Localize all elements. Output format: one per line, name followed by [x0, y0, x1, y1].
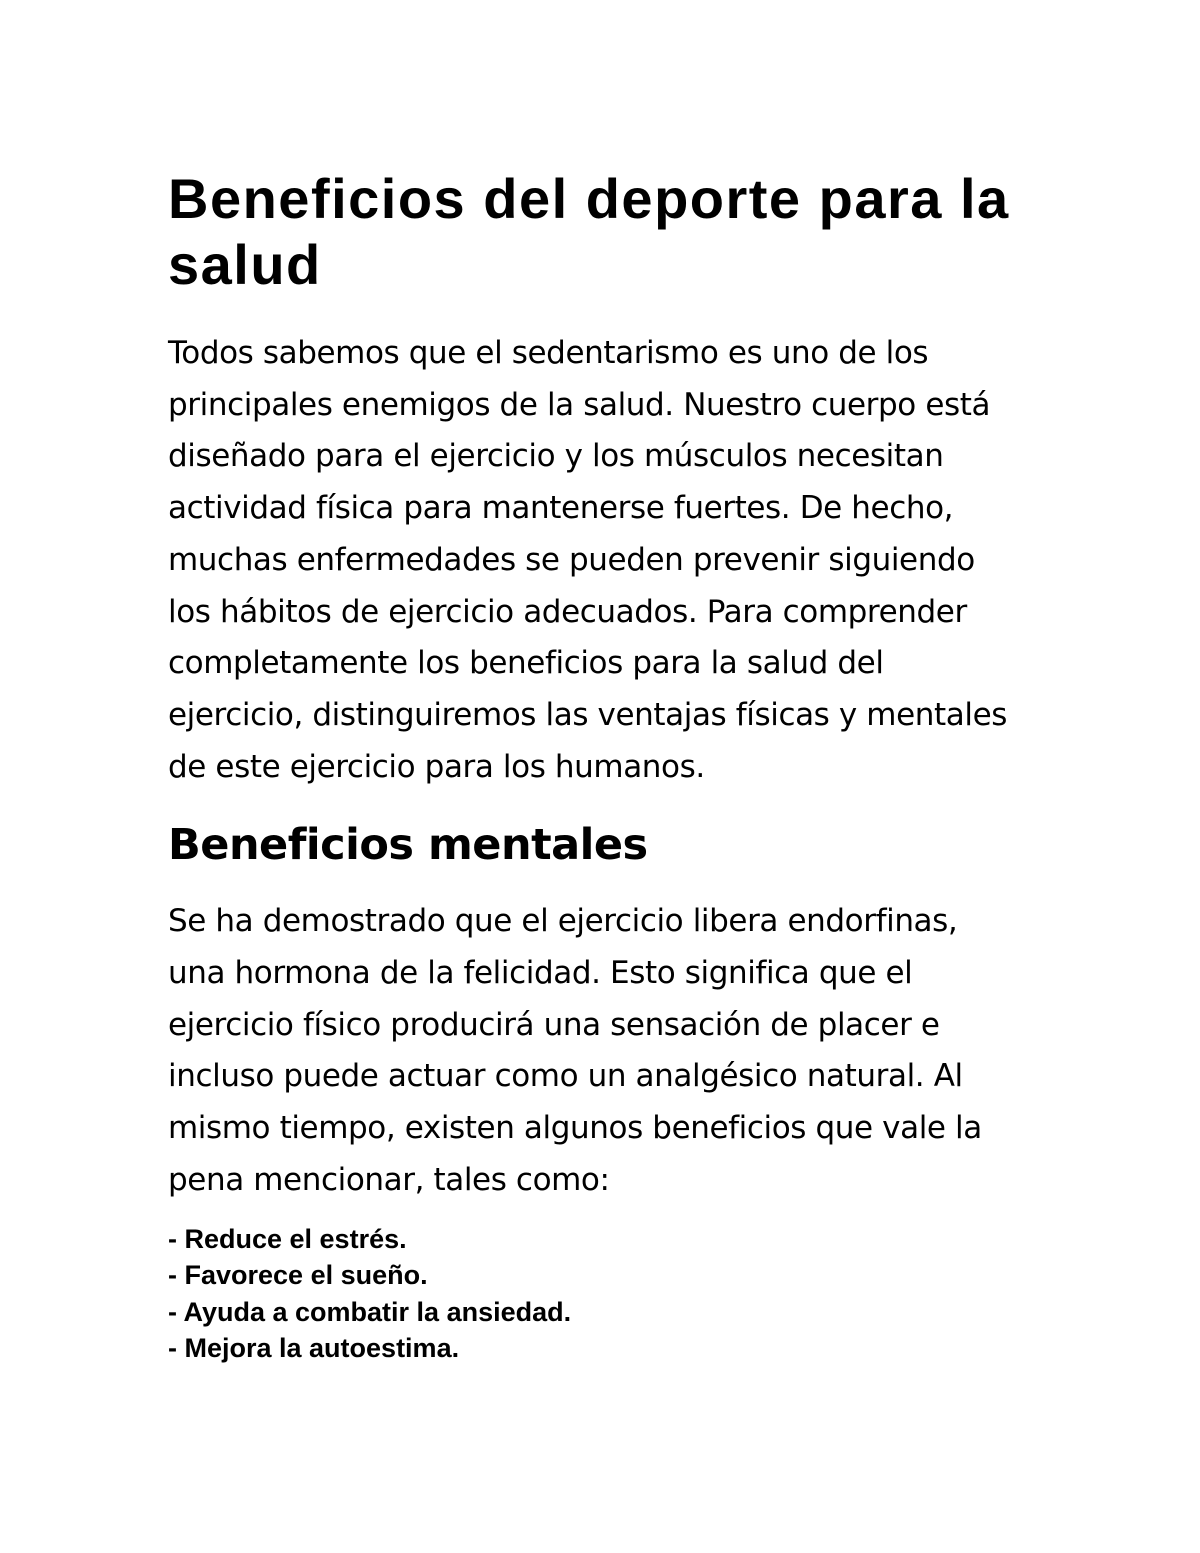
- mental-paragraph: [168, 896, 1048, 1206]
- mental-line: una hormona de la felicidad. Esto significa que el: [168, 955, 913, 992]
- list-item: - Mejora la autoestima.: [168, 1333, 460, 1364]
- document-title-text: Beneficios del deporte para la salud: [168, 167, 1010, 296]
- mental-line: ejercicio físico producirá una sensación de placer e: [168, 1006, 940, 1043]
- intro-line: de este ejercicio para los humanos.: [168, 748, 705, 785]
- document-title: [168, 166, 1048, 298]
- benefits-list: [168, 1221, 1048, 1367]
- intro-line: Todos sabemos que el sedentarismo es uno de los: [168, 335, 929, 371]
- intro-line: actividad física para mantenerse fuertes. De hecho,: [168, 490, 954, 527]
- mental-line: pena mencionar, tales como:: [168, 1161, 610, 1198]
- intro-line: diseñado para el ejercicio y los músculos necesitan: [168, 438, 944, 475]
- intro-line: completamente los beneficios para la salud del: [168, 645, 884, 682]
- intro-line: principales enemigos de la salud. Nuestro cuerpo está: [168, 386, 991, 423]
- list-item: - Favorece el sueño.: [168, 1260, 428, 1291]
- section-heading-mental: Beneficios mentales: [168, 820, 648, 871]
- intro-line: los hábitos de ejercicio adecuados. Para comprender: [168, 593, 967, 630]
- list-item: - Reduce el estrés.: [168, 1223, 407, 1254]
- document-page: [168, 166, 1048, 1367]
- intro-line: ejercicio, distinguiremos las ventajas físicas y mentales: [168, 696, 1007, 733]
- intro-paragraph: [168, 328, 1048, 793]
- mental-line: incluso puede actuar como un analgésico natural. Al: [168, 1058, 963, 1095]
- mental-line: mismo tiempo, existen algunos beneficios que vale la: [168, 1110, 982, 1147]
- list-item: - Ayuda a combatir la ansiedad.: [168, 1296, 572, 1327]
- intro-line: muchas enfermedades se pueden prevenir siguiendo: [168, 541, 975, 578]
- mental-line: Se ha demostrado que el ejercicio libera endorfinas,: [168, 903, 958, 940]
